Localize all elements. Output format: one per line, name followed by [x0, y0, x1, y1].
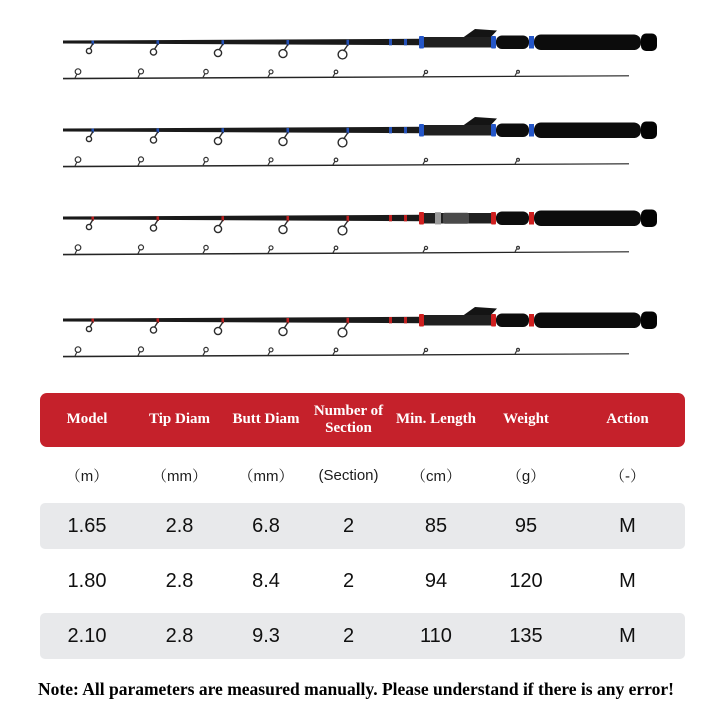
table-row	[40, 503, 685, 549]
cell-min-length: 94	[424, 569, 448, 592]
cell-tip-diam: 2.8	[165, 624, 194, 647]
rod-photo-2	[62, 116, 662, 172]
rod-photo-3	[62, 204, 662, 260]
cell-min-length: 110	[420, 624, 452, 647]
cell-tip-diam: 2.8	[165, 569, 194, 592]
cell-num-section: 2	[342, 624, 355, 647]
unit-tip-diam: （mm）	[152, 467, 207, 485]
table-row	[40, 558, 685, 604]
table-header-row	[40, 393, 685, 447]
header-butt-diam: Butt Diam	[232, 411, 300, 428]
cell-weight: 95	[514, 514, 538, 537]
header-model: Model	[66, 411, 108, 428]
spec-table	[40, 393, 685, 668]
units-row	[40, 447, 685, 503]
unit-num-section: (Section)	[318, 466, 379, 484]
cell-butt-diam: 9.3	[252, 624, 280, 647]
disclaimer-note: Note: All parameters are measured manually. Please understand if there is any error!	[38, 679, 674, 699]
rod-photo-4	[62, 306, 662, 362]
rod-photo-1	[62, 28, 662, 84]
unit-action: （-）	[610, 467, 645, 485]
rod-guides	[86, 44, 348, 59]
cell-weight: 135	[509, 624, 543, 647]
cell-model: 1.80	[67, 569, 107, 592]
unit-weight: （g）	[506, 467, 546, 485]
table-row	[40, 613, 685, 659]
rod-guides	[86, 132, 348, 147]
header-tip-diam: Tip Diam	[149, 411, 210, 428]
cell-tip-diam: 2.8	[165, 514, 194, 537]
cell-action: M	[619, 624, 636, 647]
reel-seat-metal	[443, 213, 469, 224]
cell-model: 1.65	[67, 514, 107, 537]
rod-guides	[86, 322, 348, 337]
cell-weight: 120	[509, 569, 543, 592]
unit-butt-diam: （mm）	[238, 467, 294, 485]
cell-num-section: 2	[342, 569, 355, 592]
cell-butt-diam: 8.4	[252, 569, 280, 592]
unit-min-length: （cm）	[411, 467, 461, 485]
header-num-section: Number of Section	[313, 402, 384, 436]
cell-num-section: 2	[342, 514, 355, 537]
cell-action: M	[619, 514, 636, 537]
cell-action: M	[619, 569, 636, 592]
header-weight: Weight	[503, 411, 549, 428]
cell-min-length: 85	[424, 514, 448, 537]
unit-model: （m）	[65, 467, 109, 485]
header-action: Action	[606, 411, 649, 428]
cell-model: 2.10	[67, 624, 107, 647]
header-min-length: Min. Length	[395, 411, 476, 428]
rod-guides	[86, 220, 348, 235]
cell-butt-diam: 6.8	[252, 514, 280, 537]
